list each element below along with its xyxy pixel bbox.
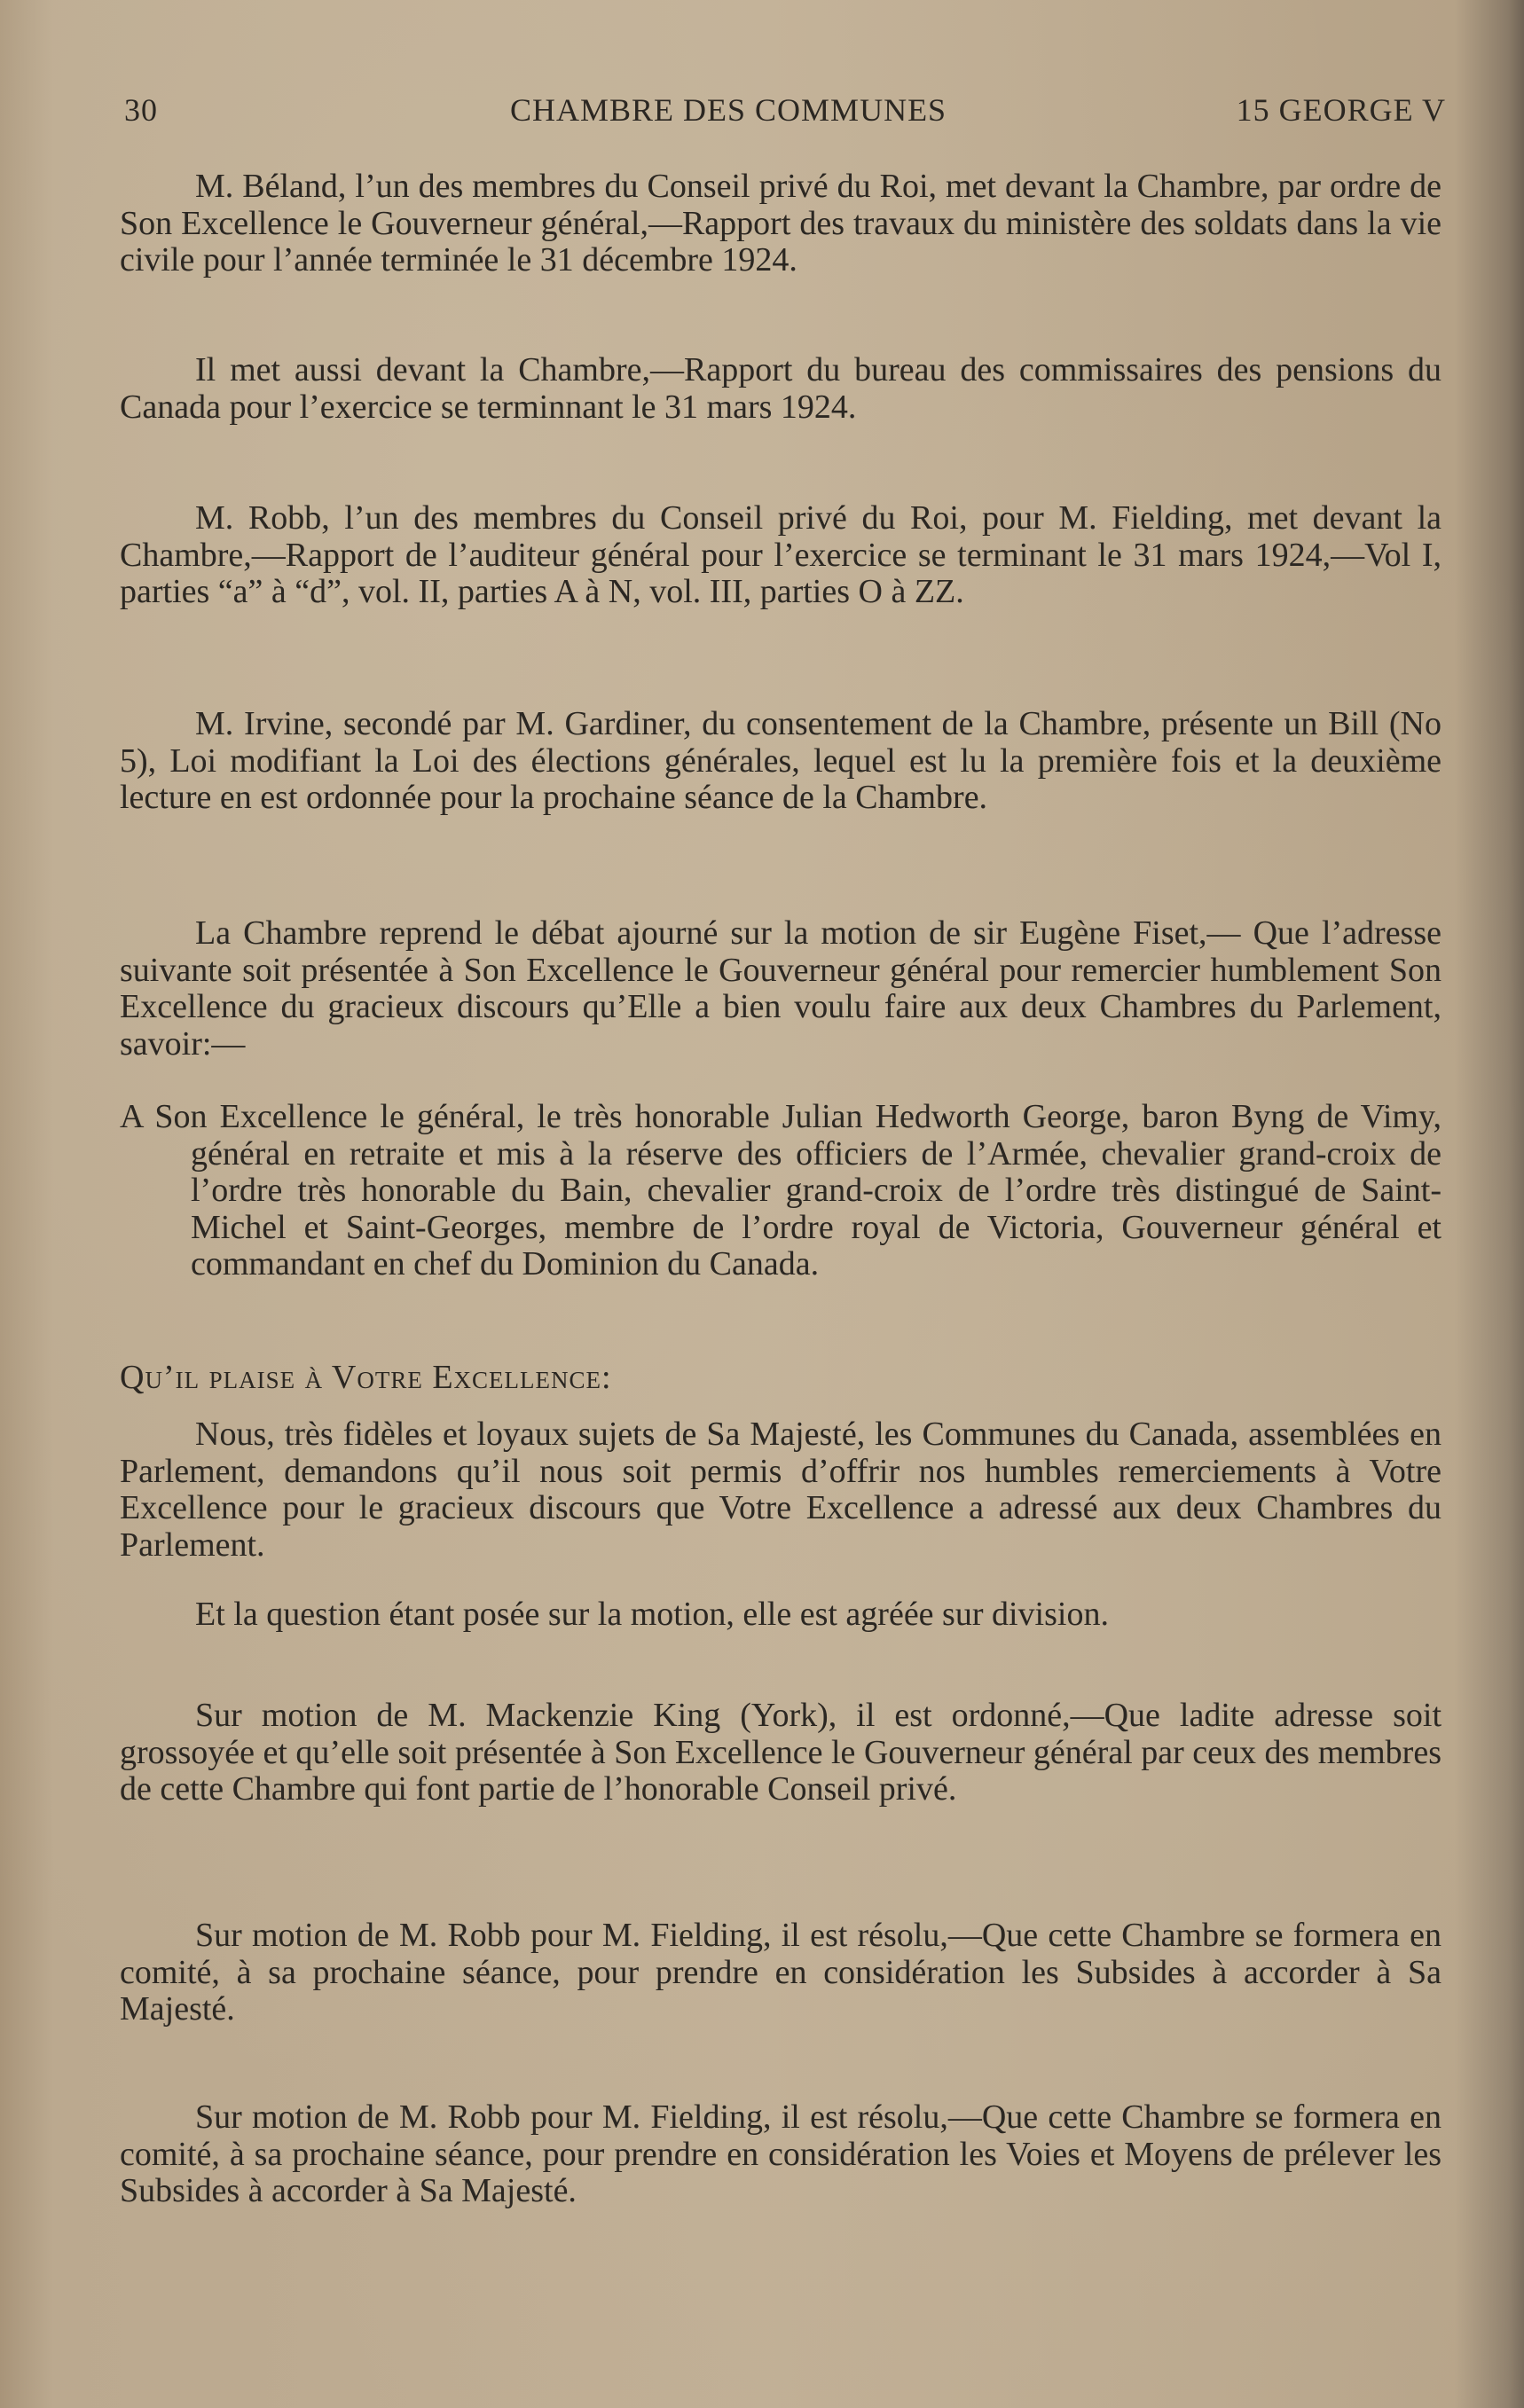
address-to-governor: A Son Excellence le général, le très honorable Julian Hedworth George, baron Byng de Vimy, général en retraite et mis à la réserve des officiers de l’Armée, chevalier grand-croix de l’ordre très honorable du Bain, chevalier grand-croix de l’ordre très distingué de Saint-Michel et Saint-Georges, membre de l’ordre royal de Victoria, Gouverneur général et commandant en chef du Dominion du Canada. [120,1098,1442,1282]
paragraph-subsides-motion: Sur motion de M. Robb pour M. Fielding, il est résolu,—Que cette Chambre se formera en comité, à sa prochaine séance, pour prendre en considération les Subsides à accorder à Sa Majesté. [120,1917,1442,2028]
paragraph-question-agreed: Et la question étant posée sur la motion, elle est agréée sur division. [195,1596,1109,1633]
paragraph-beland-report: M. Béland, l’un des membres du Conseil privé du Roi, met devant la Chambre, par ordre de Son Excellence le Gouverneur général,—Rapport des travaux du ministère des soldats dans la vie civile pour l’année terminée le 31 décembre 1924. [120,168,1442,278]
paragraph-loyal-subjects: Nous, très fidèles et loyaux sujets de Sa Majesté, les Communes du Canada, assemblées en Parlement, demandons qu’il nous soit permis d’offrir nos humbles remerciements à Votre Excellence pour le gracieux discours que Votre Excellence a adressé aux deux Chambres du Parlement. [120,1416,1442,1564]
paragraph-irvine-bill: M. Irvine, secondé par M. Gardiner, du consentement de la Chambre, présente un Bill (No 5), Loi modifiant la Loi des élections générales, lequel est lu la première fois et la deuxième lecture en est ordonnée pour la prochaine séance de la Chambre. [120,705,1442,816]
header-regnal-year: 15 GEORGE V [1236,92,1446,128]
paragraph-robb-auditor-report: M. Robb, l’un des membres du Conseil privé du Roi, pour M. Fielding, met devant la Chambre,—Rapport de l’auditeur général pour l’exercice se terminant le 31 mars 1924,—Vol I, parties “a” à “d”, vol. II, parties A à N, vol. III, parties O à ZZ. [120,499,1442,610]
page-header [124,91,1446,136]
paragraph-debate-motion: La Chambre reprend le débat ajourné sur la motion de sir Eugène Fiset,— Que l’adresse suivante soit présentée à Son Excellence le Gouverneur général pour remercier humblement Son Excellence du gracieux discours qu’Elle a bien voulu faire aux deux Chambres du Parlement, savoir:— [120,914,1442,1063]
page-number: 30 [124,92,158,128]
paragraph-pensions-report: Il met aussi devant la Chambre,—Rapport du bureau des commissaires des pensions du Canada pour l’exercice se terminnant le 31 mars 1924. [120,351,1442,426]
paragraph-mackenzie-king-motion: Sur motion de M. Mackenzie King (York), il est ordonné,—Que ladite adresse soit grossoyée et qu’elle soit présentée à Son Excellence le Gouverneur général par ceux des membres de cette Chambre qui font partie de l’honorable Conseil privé. [120,1697,1442,1808]
header-title: CHAMBRE DES COMMUNES [510,92,947,128]
salutation: Qu’il plaise à Votre Excellence: [120,1359,612,1396]
paragraph-voies-moyens-motion: Sur motion de M. Robb pour M. Fielding, il est résolu,—Que cette Chambre se formera en comité, à sa prochaine séance, pour prendre en considération les Voies et Moyens de prélever les Subsides à accorder à Sa Majesté. [120,2098,1442,2209]
